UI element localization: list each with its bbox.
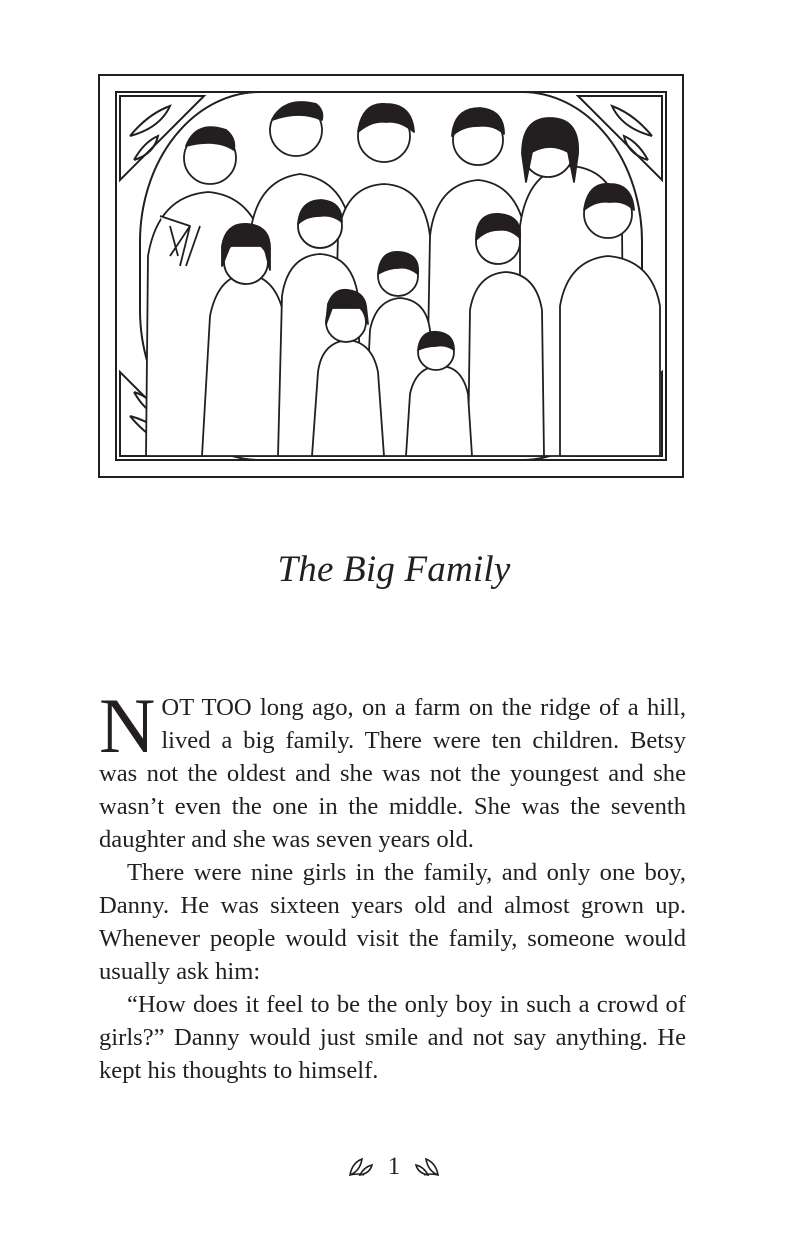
drop-cap: N — [99, 682, 156, 769]
paragraph-3: “How does it feel to be the only boy in such a crowd of girls?” Danny would just smile and not say anything. He kept his thoughts to himself. — [99, 991, 686, 1084]
body-text — [99, 682, 686, 1087]
leaf-icon — [414, 1157, 440, 1177]
leaf-icon — [348, 1157, 374, 1177]
illustration-frame — [98, 74, 684, 478]
family-portrait-illustration — [100, 76, 682, 476]
paragraph-1 — [99, 682, 686, 856]
page-number: 1 — [387, 1153, 401, 1180]
paragraph-2: There were nine girls in the family, and only one boy, Danny. He was sixteen years old and almost grown up. Whenever people would visit the family, someone would usually ask him: — [99, 859, 686, 985]
paragraph-1-text: OT TOO long ago, on a farm on the ridge of a hill, lived a big family. There were ten children. Betsy was not the oldest and she was not the youngest and she wasn’t even the one in the middle. She was the seventh daughter and she was seven years old. — [99, 694, 686, 853]
chapter-title: The Big Family — [277, 549, 511, 590]
page-footer — [0, 1152, 788, 1182]
